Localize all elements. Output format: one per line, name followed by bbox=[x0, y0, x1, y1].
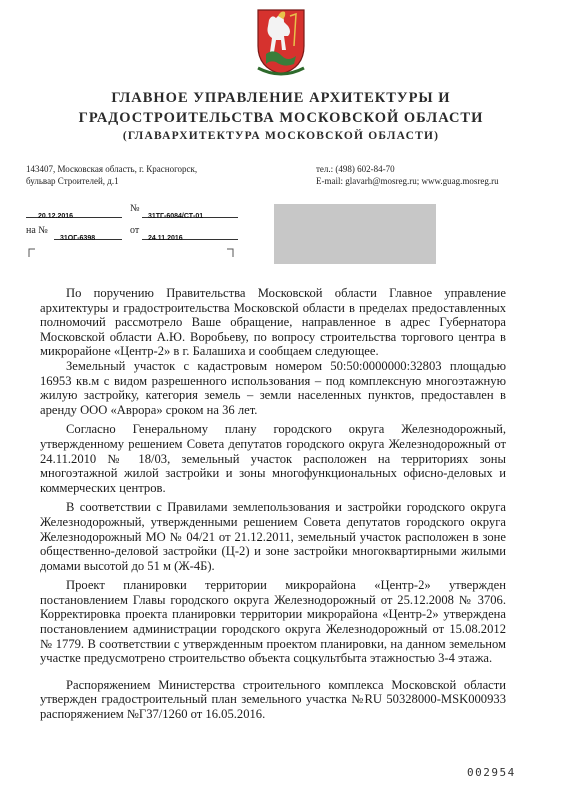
address-line-1: 143407, Московская область, г. Красногорск, bbox=[26, 164, 198, 174]
body-paragraph: Согласно Генеральному плану городского округа Железнодорожный, утвержденному решением Совета депутатов городского округа Железнодорожный от 24.11.2010 № 18/03, земельный участок расположен на территориях зоны многоэтажной жилой застройки и зоны многофункциональных офисно-деловых и коммерческих центров. bbox=[40, 422, 506, 495]
number-label: № bbox=[130, 203, 140, 214]
body-paragraph: Распоряжением Министерства строительного комплекса Московской области утвержден градостроительный план земельного участка №RU 50328000-MSK000933 распоряжением №Г37/1260 от 16.05.2016. bbox=[40, 677, 506, 722]
letter-body bbox=[40, 286, 506, 722]
address-block bbox=[26, 163, 197, 187]
from-label: от bbox=[130, 225, 140, 236]
redacted-addressee bbox=[274, 204, 436, 264]
body-paragraph: Земельный участок с кадастровым номером 50:50:0000000:32803 площадью 16953 кв.м с видом разрешенного использования – под комплексную многоэтажную жилую застройку, категория земель – земли населенных пунктов, предоставлен в аренду ООО «Аврора» сроком на 36 лет. bbox=[40, 358, 506, 417]
document-serial-stamp: 002954 bbox=[467, 766, 516, 779]
corner-bracket-left-icon bbox=[28, 248, 36, 258]
reply-date-field bbox=[142, 227, 238, 240]
organization-name-line-1: ГЛАВНОЕ УПРАВЛЕНИЕ АРХИТЕКТУРЫ И bbox=[111, 90, 451, 106]
contacts-block bbox=[316, 163, 499, 187]
address-line-2: бульвар Строителей, д.1 bbox=[26, 176, 119, 186]
reply-number-label: на № bbox=[26, 225, 48, 236]
body-paragraph: В соответствии с Правилами землепользования и застройки городского округа Железнодорожный, утвержденными решением Совета депутатов городского округа Железнодорожный МО № 04/21 от 21.12.2011, земельный участок расположен в зоне общественно-деловой застройки (Ц-2) и зоне застройки многоквартирными жилыми домами высотой до 51 м (Ж-4Б). bbox=[40, 500, 506, 573]
organization-name-line-2: ГРАДОСТРОИТЕЛЬСТВА МОСКОВСКОЙ ОБЛАСТИ bbox=[78, 110, 484, 126]
email-line: E-mail: glavarh@mosreg.ru; www.guag.mosreg.ru bbox=[316, 176, 499, 186]
phone-line: тел.: (498) 602-84-70 bbox=[316, 164, 395, 174]
registration-date: 20.12.2016 bbox=[38, 213, 74, 220]
corner-bracket-right-icon bbox=[226, 248, 234, 258]
registration-number: 31ТГ-6084/СТ-01 bbox=[148, 213, 204, 220]
organization-short-name: (ГЛАВАРХИТЕКТУРА МОСКОВСКОЙ ОБЛАСТИ) bbox=[122, 130, 440, 142]
body-paragraph: По поручению Правительства Московской области Главное управление архитектуры и градостроительства Московской области в пределах предоставленных полномочий рассмотрело Ваше обращение, направленное в адрес Губернатора Московской области А.Ю. Воробьеву, по вопросу строительства торгового центра в микрорайоне «Центр-2» в г. Балашиха и сообщаем следующее. bbox=[40, 286, 506, 359]
coat-of-arms-icon bbox=[254, 6, 308, 76]
reply-number: 31ОГ-6398 bbox=[60, 235, 96, 242]
body-paragraph: Проект планировки территории микрорайона «Центр-2» утвержден постановлением Главы городского округа Железнодорожный от 25.12.2008 № 3706. Корректировка проекта планировки территории микрорайона «Центр-2» утверждена постановлением администрации городского округа Железнодорожный от 15.08.2012 № 1779. В соответствии с утвержденным проектом планировки, на данном земельном участке предусмотрено строительство объекта соцкультбыта этажностью 3-4 этажа. bbox=[40, 578, 506, 666]
reply-date: 24.11.2016 bbox=[148, 235, 183, 242]
registration-date-field bbox=[26, 205, 122, 218]
registration-number-field bbox=[142, 205, 238, 218]
reply-number-field bbox=[54, 227, 122, 240]
